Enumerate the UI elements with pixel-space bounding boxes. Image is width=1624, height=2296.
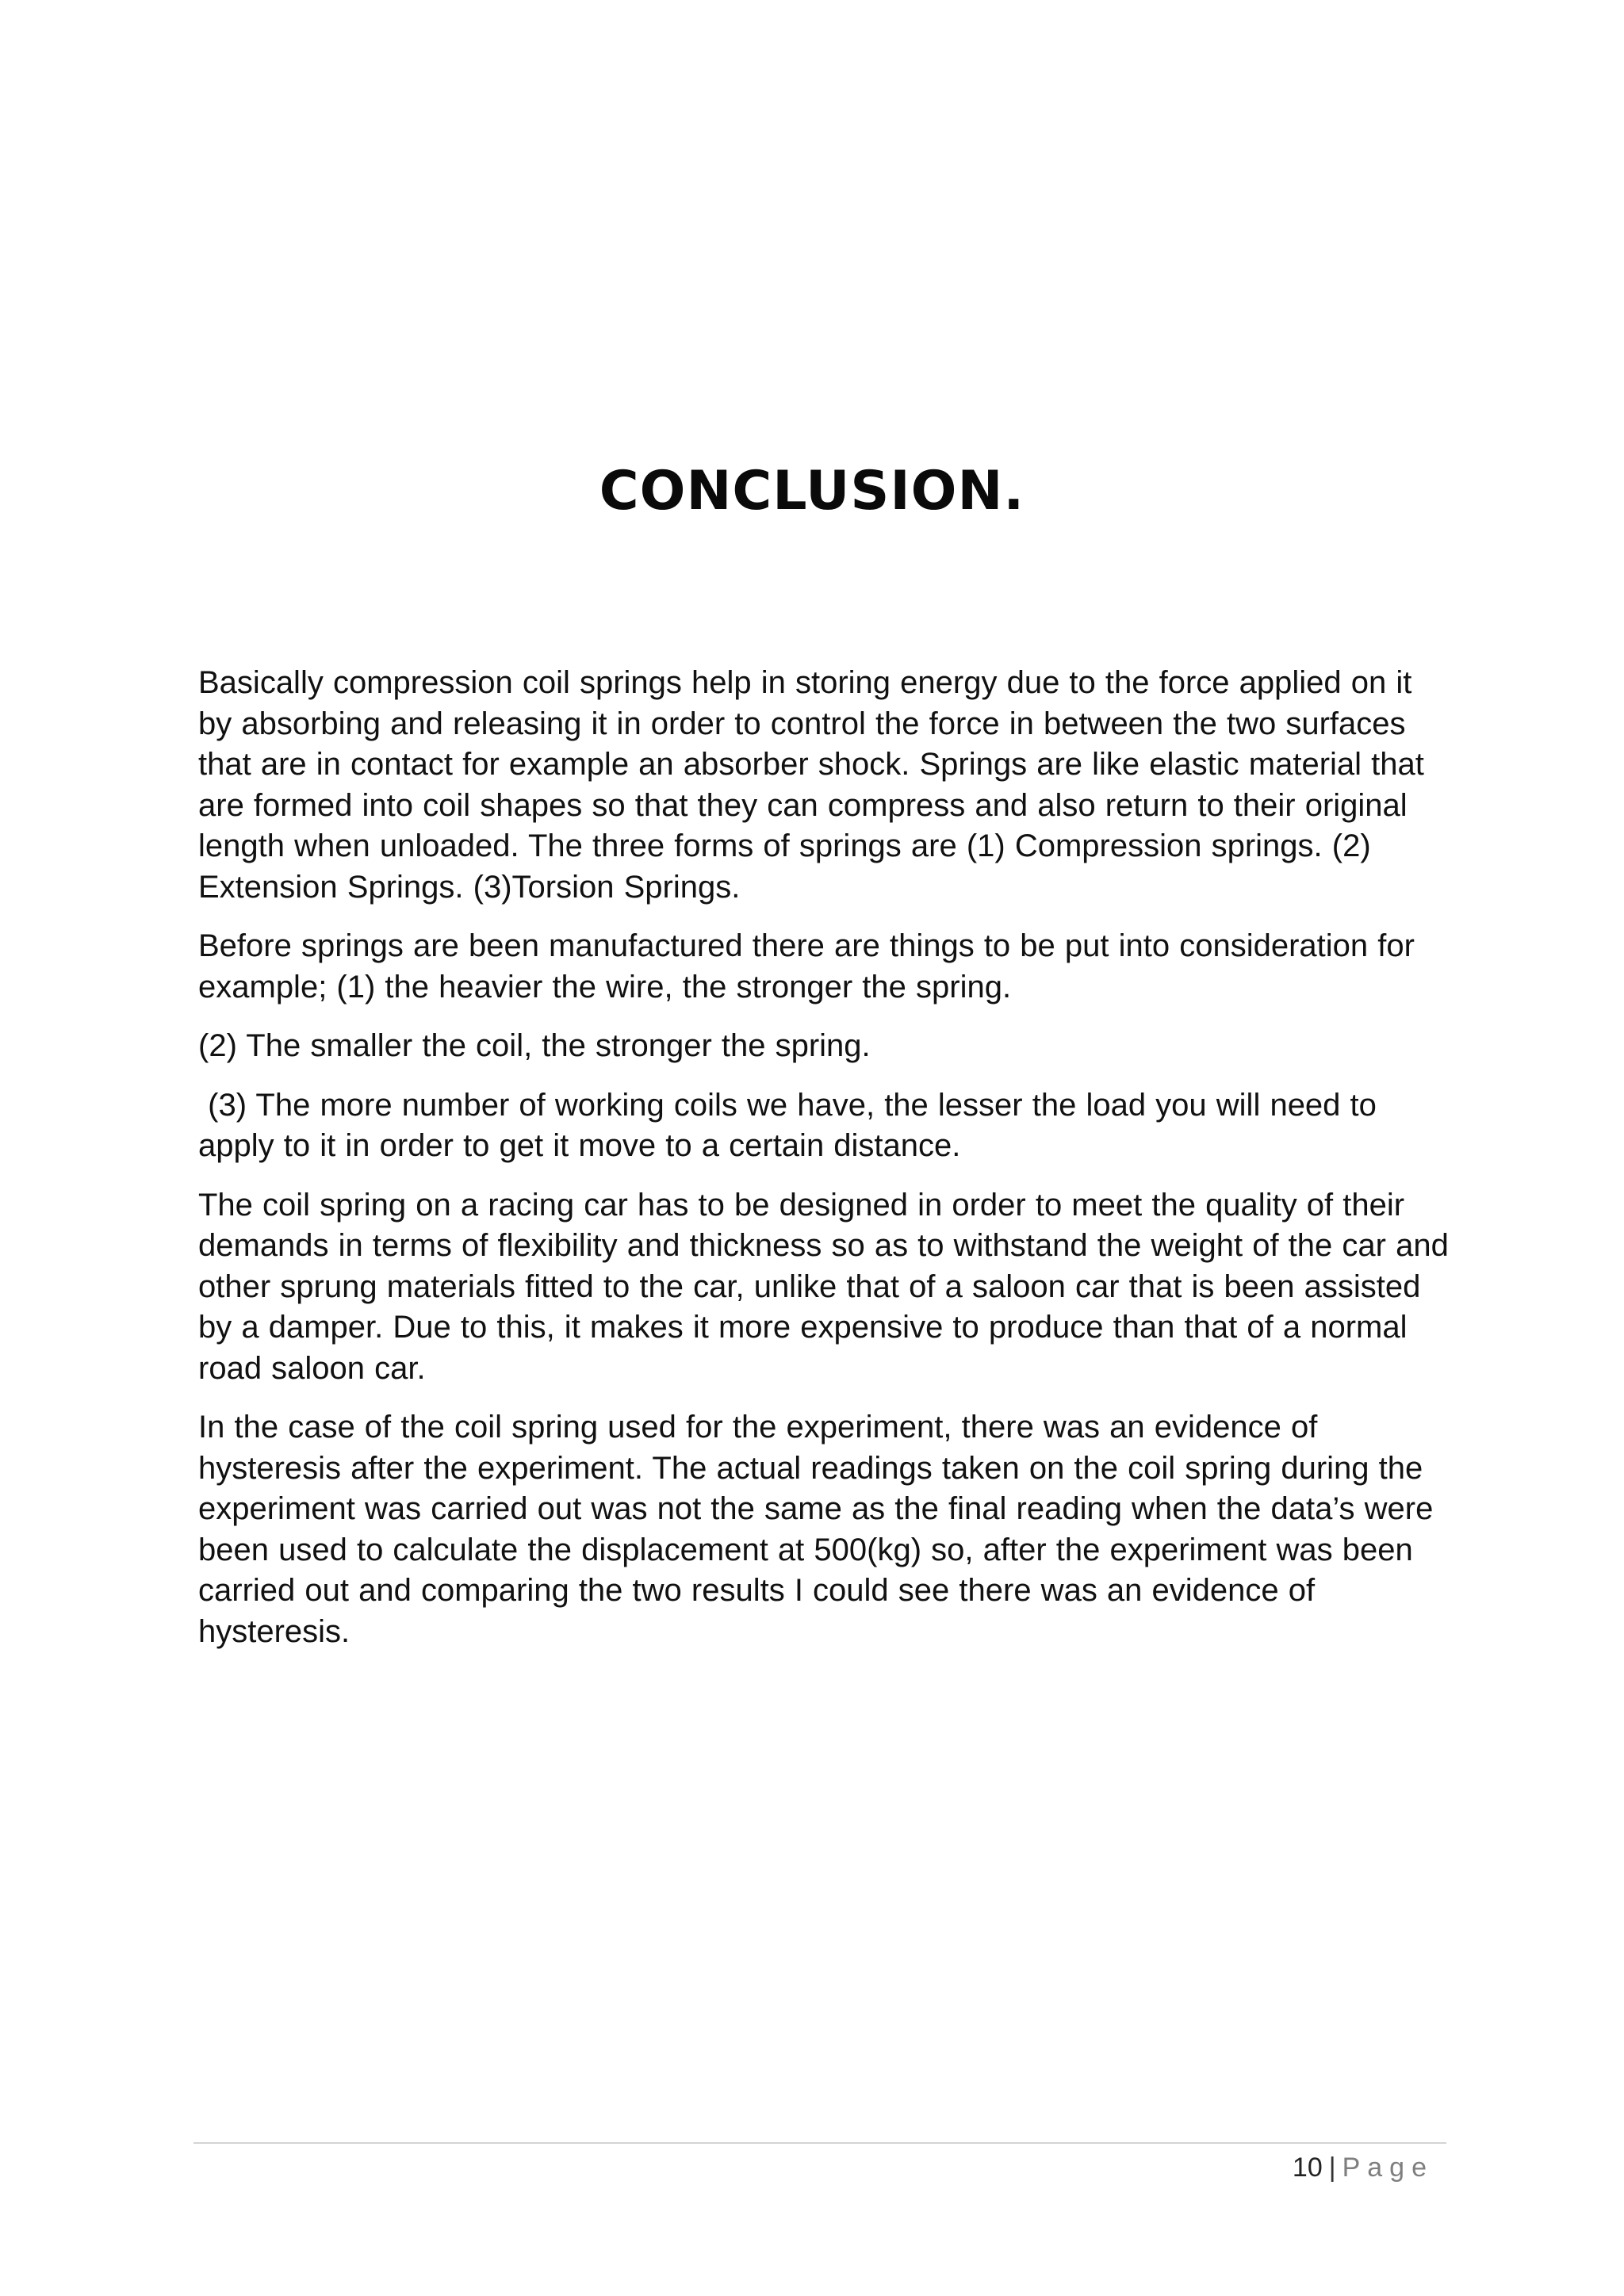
paragraph-working-coils: (3) The more number of working coils we have, the lesser the load you will need to apply to it in order to get it move to a certain distance. [198, 1087, 1387, 1163]
page-label: Page [1342, 2152, 1434, 2183]
footer-divider [193, 2142, 1446, 2144]
paragraph-manufacturing-considerations: Before springs are been manufactured there are things to be put into consideration for example; (1) the heavier the wire, the stronger the spring. [198, 928, 1425, 1004]
paragraph-racing-car: The coil spring on a racing car has to be designed in order to meet the quality of their demands in terms of flexibility and thickness so as to withstand the weight of the car and other sprung materials fitted to the car, unlike that of a saloon car that is been assisted by a damper. Due to this, it makes it more expensive to produce than that of a normal road saloon car. [198, 1187, 1458, 1386]
page-footer [1293, 2149, 1434, 2187]
paragraph-springs-overview: Basically compression coil springs help in storing energy due to the force applied on it by absorbing and releasing it in order to control the force in between the two surfaces that are in contact for example an absorber shock. Springs are like elastic material that are formed into coil shapes so that they can compress and also return to their original length when unloaded. The three forms of springs are (1) Compression springs. (2) Extension Springs. (3)Torsion Springs. [198, 665, 1434, 905]
page-title: CONCLUSION. [599, 460, 1025, 522]
page-number: 10 [1292, 2152, 1323, 2183]
paragraph-smaller-coil: (2) The smaller the coil, the stronger the spring. [198, 1028, 871, 1063]
conclusion-body [198, 663, 1458, 1670]
footer-separator: | [1328, 2152, 1336, 2183]
paragraph-hysteresis: In the case of the coil spring used for the experiment, there was an evidence of hysteresis after the experiment. The actual readings taken on the coil spring during the experiment was carried out was not the same as the final reading when the data’s were been used to calculate the displacement at 500(kg) so, after the experiment was been carried out and comparing the two results I could see there was an evidence of hysteresis. [198, 1410, 1443, 1649]
